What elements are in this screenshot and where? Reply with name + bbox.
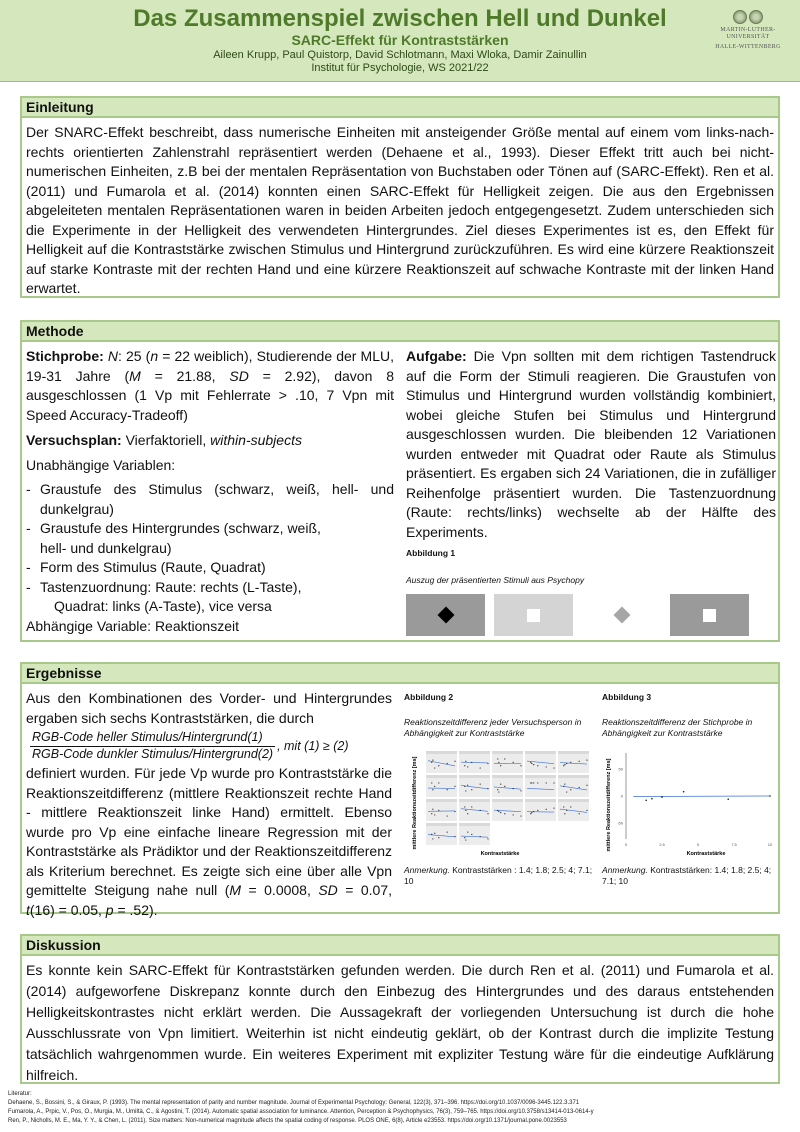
section-heading: Ergebnisse bbox=[22, 664, 778, 684]
data-point bbox=[537, 782, 538, 783]
data-point bbox=[431, 782, 432, 783]
data-point bbox=[546, 809, 547, 810]
facet-strip bbox=[459, 799, 490, 802]
square-icon bbox=[703, 609, 716, 622]
list-item: - Graustufe des Hintergrundes (schwarz, weiß, bbox=[26, 520, 321, 536]
square-icon bbox=[527, 609, 540, 622]
data-point bbox=[537, 765, 538, 766]
data-point bbox=[467, 813, 468, 814]
data-point bbox=[465, 790, 466, 791]
section-einleitung bbox=[20, 96, 780, 298]
stimulus-4 bbox=[670, 594, 749, 636]
data-point bbox=[487, 763, 488, 764]
data-point bbox=[579, 813, 580, 814]
fig2-x-axis-label: Kontraststärke bbox=[480, 851, 520, 857]
data-point bbox=[570, 762, 571, 763]
data-point bbox=[553, 782, 554, 783]
data-point bbox=[504, 813, 505, 814]
data-point bbox=[661, 796, 663, 798]
data-point bbox=[464, 786, 465, 787]
logo-line-1: MARTIN-LUTHER-UNIVERSITÄT bbox=[720, 27, 776, 40]
data-point bbox=[564, 764, 565, 765]
section-methode bbox=[20, 320, 780, 642]
data-point bbox=[530, 813, 531, 814]
ergebnisse-text-column bbox=[26, 689, 392, 920]
facet-strip bbox=[492, 799, 523, 802]
list-item: - Graustufe des Stimulus (schwarz, weiß, hell- und dunkelgrau) bbox=[26, 481, 394, 517]
facet-strip bbox=[459, 751, 490, 754]
list-item: - Form des Stimulus (Raute, Quadrat) bbox=[26, 559, 266, 575]
data-point bbox=[553, 767, 554, 768]
fig3-chart bbox=[602, 747, 777, 859]
data-point bbox=[497, 789, 498, 790]
stats-line: M = 0.0008, SD = 0.07, t(16) = 0.05, p = .52). bbox=[26, 882, 393, 918]
stimulus-row bbox=[406, 594, 776, 636]
data-point bbox=[651, 798, 653, 800]
data-point bbox=[683, 791, 685, 793]
data-point bbox=[570, 806, 571, 807]
facet-strip bbox=[426, 751, 457, 754]
poster-title: Das Zusammenspiel zwischen Hell und Dunkel bbox=[133, 5, 667, 32]
x-tick-label: 10 bbox=[767, 842, 773, 847]
stichprobe-label: Stichprobe: bbox=[26, 348, 104, 364]
facet-strip bbox=[492, 751, 523, 754]
section-heading: Methode bbox=[22, 322, 778, 342]
fig3-label: Abbildung 3 bbox=[602, 692, 652, 702]
facet-strip bbox=[558, 775, 589, 778]
data-point bbox=[464, 837, 465, 838]
uv-list bbox=[26, 480, 394, 617]
y-tick-label: 0 bbox=[620, 793, 623, 799]
y-tick-label: -50 bbox=[617, 820, 623, 826]
facet-panel bbox=[525, 778, 556, 797]
data-point bbox=[537, 810, 538, 811]
regression-line bbox=[633, 796, 770, 797]
facet-strip bbox=[558, 799, 589, 802]
data-point bbox=[431, 813, 432, 814]
data-point bbox=[487, 838, 488, 839]
data-point bbox=[566, 791, 567, 792]
facet-strip bbox=[459, 823, 490, 826]
data-point bbox=[432, 789, 433, 790]
data-point bbox=[464, 806, 465, 807]
data-point bbox=[471, 789, 472, 790]
data-point bbox=[438, 782, 439, 783]
data-point bbox=[465, 761, 466, 762]
data-point bbox=[497, 758, 498, 759]
data-point bbox=[531, 812, 532, 813]
fig3-note: Anmerkung. Kontraststärken: 1.4; 1.8; 2.5; 4; 7.1; 10 bbox=[602, 865, 772, 886]
x-tick-label: 0 bbox=[624, 842, 628, 847]
data-point bbox=[520, 765, 521, 766]
data-point bbox=[566, 763, 567, 764]
facet-panel bbox=[426, 778, 457, 797]
data-point bbox=[530, 782, 531, 783]
data-point bbox=[471, 806, 472, 807]
reference-item: Ren, P., Nicholls, M. E., Ma, Y. Y., & Chen, L. (2011). Size matters: Non-numerical magnitude affects the spatial coding of response. PLOS ONE, 6(8), Article e23553. https://doi.org/10.1371/journal.pone.0023553 bbox=[8, 1118, 567, 1124]
data-point bbox=[438, 837, 439, 838]
facet-panel bbox=[459, 802, 490, 821]
data-point bbox=[564, 813, 565, 814]
stimulus-2 bbox=[494, 594, 573, 636]
data-point bbox=[546, 782, 547, 783]
section-heading: Diskussion bbox=[22, 936, 778, 956]
poster-subtitle: SARC-Effekt für Kontraststärken bbox=[291, 32, 509, 48]
methode-left-column bbox=[26, 347, 394, 636]
fig2-chart bbox=[404, 747, 594, 859]
data-point bbox=[498, 791, 499, 792]
data-point bbox=[500, 783, 501, 784]
data-point bbox=[432, 759, 433, 760]
data-point bbox=[480, 836, 481, 837]
data-point bbox=[434, 833, 435, 834]
diamond-icon bbox=[437, 607, 454, 624]
facet-strip bbox=[426, 799, 457, 802]
facet-strip bbox=[492, 775, 523, 778]
data-point bbox=[513, 762, 514, 763]
facet-strip bbox=[525, 775, 556, 778]
data-point bbox=[447, 831, 448, 832]
data-point bbox=[563, 806, 564, 807]
x-tick-label: 2.5 bbox=[659, 842, 665, 847]
section-diskussion bbox=[20, 934, 780, 1084]
data-point bbox=[504, 786, 505, 787]
stichprobe: Stichprobe: N: 25 (n = 22 weiblich), Studierende der MLU, 19-31 Jahre (M = 21.88, SD = 2.92), davon 8 ausgeschlossen (1 Vp mit Fehlerrate > .10, 7 Vpn mit Speed Accuracy-Tradeoff) bbox=[26, 348, 395, 423]
data-point bbox=[447, 789, 448, 790]
data-point bbox=[454, 786, 455, 787]
fig2-note: Anmerkung. Kontraststärken : 1.4; 1.8; 2.5; 4; 7.1; 10 bbox=[404, 865, 593, 886]
data-point bbox=[546, 766, 547, 767]
data-point bbox=[465, 810, 466, 811]
ergebnisse-text-1: Aus den Kombinationen des Vorder- und Hintergrundes ergaben sich sechs Kontraststärken, die durch bbox=[26, 690, 392, 726]
data-point bbox=[500, 812, 501, 813]
literatur-label: Literatur: bbox=[8, 1091, 32, 1097]
facet-panel bbox=[492, 778, 523, 797]
ergebnisse-text-2: definiert wurden. Für jede Vp wurde pro Kontraststärke die Reaktionszeitdifferenz (mittlere Reaktionszeit rechte Hand - mittlere Reaktionszeit linke Hand) ermittelt. Ebenso wurde pro Vp eine einfache lineare Regression mit der Kontraststärke als Prädiktor und der Reaktionszeitdifferenz als Kriterium berechnet. Es zeigte sich eine über alle Vpn gemittelte Steigung nahe null (M = 0.0008, SD = 0.07, t(16) = 0.05, p = .52). bbox=[26, 765, 393, 918]
facet-strip bbox=[426, 823, 457, 826]
data-point bbox=[480, 810, 481, 811]
data-point bbox=[500, 765, 501, 766]
logo-line-2: HALLE-WITTENBERG bbox=[715, 44, 781, 50]
reference-item: Fumarola, A., Prpic, V., Pos, O., Murgia, M., Umiltà, C., & Agostini, T. (2014). Automatic spatial association for luminance. Attention, Perception & Psychophysics, 76(3), 759–765. https://doi.org/10.3758/s13414-013-0614-y bbox=[8, 1109, 594, 1115]
data-point bbox=[467, 766, 468, 767]
fig3-y-axis-label: mittlere Reaktionszeitdifferenz [ms] bbox=[606, 758, 612, 852]
university-logo bbox=[704, 10, 792, 51]
diskussion-text: Es konnte kein SARC-Effekt für Kontraststärken gefunden werden. Die durch Ren et al. (2011) und Fumarola et al. (2014) aufgeworfene Diskrepanz konnte durch den Einbezug des Hintergrundes und des daraus entstehenden Helligkeitskontrastes nicht erklärt werden. Die Aussagekraft der vorliegenden Untersuchung ist durch die hohe Ausschlussrate von Vpn limitiert. Weiterhin ist nicht eindeutig geklärt, ob der Kontrast durch die implizite Testung tatsächlich wahrgenommen wurde. Ein weiteres Experiment mit expliziter Testung wäre für die eindeutige Aufklärung hilfreich. bbox=[26, 962, 774, 1083]
list-item-continued: Quadrat: links (A-Taste), vice versa bbox=[54, 598, 272, 614]
facet-panel bbox=[558, 778, 589, 797]
fig3-caption: Reaktionszeitdifferenz der Stichprobe in Abhängigkeit zur Kontraststärke bbox=[602, 717, 753, 738]
data-point bbox=[563, 786, 564, 787]
facet-strip bbox=[558, 751, 589, 754]
facet-strip bbox=[525, 751, 556, 754]
fraction-denominator: RGB-Code dunkler Stimulus/Hintergrund(2) bbox=[32, 747, 274, 761]
facet-panel bbox=[459, 778, 490, 797]
methode-right-column bbox=[406, 347, 776, 636]
data-point bbox=[471, 834, 472, 835]
formula bbox=[30, 730, 392, 762]
section-ergebnisse bbox=[20, 662, 780, 918]
data-point bbox=[586, 759, 587, 760]
data-point bbox=[480, 767, 481, 768]
data-point bbox=[434, 814, 435, 815]
data-point bbox=[431, 834, 432, 835]
seal-icon bbox=[704, 10, 792, 24]
data-point bbox=[533, 764, 534, 765]
data-point bbox=[487, 813, 488, 814]
data-point bbox=[586, 785, 587, 786]
data-point bbox=[504, 758, 505, 759]
data-point bbox=[645, 800, 647, 802]
data-point bbox=[497, 810, 498, 811]
uv-label: Unabhängige Variablen: bbox=[26, 456, 176, 473]
fig2-caption: Reaktionszeitdifferenz jeder Versuchsperson in Abhängigkeit zur Kontraststärke bbox=[404, 717, 582, 738]
fraction bbox=[30, 730, 275, 762]
data-point bbox=[438, 810, 439, 811]
figure-3 bbox=[602, 692, 777, 887]
data-point bbox=[533, 811, 534, 812]
data-point bbox=[570, 789, 571, 790]
x-tick-label: 7.5 bbox=[731, 842, 737, 847]
data-point bbox=[431, 762, 432, 763]
data-point bbox=[434, 786, 435, 787]
data-point bbox=[432, 809, 433, 810]
data-point bbox=[531, 763, 532, 764]
data-point bbox=[467, 831, 468, 832]
data-point bbox=[454, 811, 455, 812]
fig1-caption: Auszug der präsentierten Stimuli aus Psychopy bbox=[406, 575, 585, 585]
fig2-y-axis-label: mittlere Reaktionszeitdifferenz [ms] bbox=[412, 756, 418, 850]
facet-strip bbox=[426, 775, 457, 778]
diamond-icon bbox=[613, 607, 630, 624]
list-item: - Tastenzuordnung: Raute: rechts (L-Taste), bbox=[26, 578, 302, 595]
y-tick-label: 50 bbox=[618, 766, 623, 772]
fraction-condition: , mit (1) ≥ (2) bbox=[277, 739, 349, 753]
data-point bbox=[487, 788, 488, 789]
fraction-numerator: RGB-Code heller Stimulus/Hintergrund(1) bbox=[30, 730, 275, 747]
data-point bbox=[531, 782, 532, 783]
stimulus-1 bbox=[406, 594, 485, 636]
x-tick-label: 5 bbox=[696, 842, 700, 847]
data-point bbox=[447, 763, 448, 764]
institute: Institut für Psychologie, WS 2021/22 bbox=[311, 62, 489, 74]
versuchsplan: Versuchsplan: Vierfaktoriell, within-subjects bbox=[26, 432, 302, 448]
data-point bbox=[727, 798, 729, 800]
data-point bbox=[563, 765, 564, 766]
data-point bbox=[471, 762, 472, 763]
data-point bbox=[533, 782, 534, 783]
figure-2 bbox=[404, 692, 594, 887]
facet-panel bbox=[558, 802, 589, 821]
data-point bbox=[520, 790, 521, 791]
fig1-label: Abbildung 1 bbox=[406, 548, 456, 558]
section-heading: Einleitung bbox=[22, 98, 778, 118]
av-text: Abhängige Variable: Reaktionszeit bbox=[26, 617, 239, 634]
data-point bbox=[454, 836, 455, 837]
fig3-x-axis-label: Kontraststärke bbox=[686, 851, 726, 857]
data-point bbox=[480, 783, 481, 784]
data-point bbox=[553, 807, 554, 808]
data-point bbox=[586, 810, 587, 811]
facet-panel bbox=[459, 754, 490, 773]
data-point bbox=[513, 814, 514, 815]
list-item-continued: hell- und dunkelgrau) bbox=[40, 539, 172, 556]
data-point bbox=[465, 839, 466, 840]
data-point bbox=[498, 811, 499, 812]
facet-strip bbox=[459, 775, 490, 778]
data-point bbox=[564, 783, 565, 784]
facet-panel bbox=[459, 826, 490, 845]
data-point bbox=[520, 815, 521, 816]
data-point bbox=[579, 761, 580, 762]
data-point bbox=[579, 787, 580, 788]
data-point bbox=[434, 767, 435, 768]
data-point bbox=[464, 765, 465, 766]
data-point bbox=[438, 765, 439, 766]
data-point bbox=[454, 761, 455, 762]
data-point bbox=[432, 838, 433, 839]
data-point bbox=[467, 785, 468, 786]
fig2-label: Abbildung 2 bbox=[404, 692, 454, 702]
data-point bbox=[513, 788, 514, 789]
data-point bbox=[447, 815, 448, 816]
data-point bbox=[498, 762, 499, 763]
data-point bbox=[769, 795, 771, 797]
stimulus-3 bbox=[582, 594, 661, 636]
aufgabe: Aufgabe: Die Vpn sollten mit dem richtigen Tastendruck auf die Form der Stimuli reagieren. Die Graustufen von Stimulus und Hintergrund wurden vollständig kombiniert, wobei gleiche Stufen bei Stimulus und Hintergrund ausgeschlossen wurden. Die bleibenden 12 Variationen wurden entweder mit Quadrat oder Raute als Stimulus präsentiert. Es ergaben sich 24 Variationen, die in zufälliger Reihenfolge präsentiert wurden. Die Tastenzuordnung (Raute: rechts/links) wechselte ab der Hälfte des Experiments. bbox=[406, 348, 776, 540]
authors: Aileen Krupp, Paul Quistorp, David Schlotmann, Maxi Wloka, Damir Zainullin bbox=[213, 49, 587, 61]
poster-header bbox=[0, 0, 800, 82]
einleitung-text: Der SNARC-Effekt beschreibt, dass numerische Einheiten mit ansteigender Größe mental auf einem vom links-nach-rechts orientierten Zahlenstrahl repräsentiert werden (Dehaene et al., 1993). Dieser Effekt tritt auch bei nicht-numerischen Einheiten, z.B bei der mentalen Repräsentation von Buchstaben oder Tönen auf (SARC-Effekt). Ren et al. (2011) und Fumarola et al. (2014) konnten einen SARC-Effekt für Helligkeit zeigen. Die aus den Ergebnissen abgeleiteten mentalen Repräsentationen waren in beiden Arbeiten jedoch entgegengesetzt. Zudem unterschieden sich die Experimente in der Helligkeit des verwendeten Hintergrundes. Ziel dieses Experimentes ist es, den Effekt für Helligkeit auf die Kontraststärke zwischen Stimulus und Hintergrund zurückzuführen. Es wird eine kürzere Reaktionszeit auf starke Kontraste mit der rechten Hand und eine kürzere Reaktionszeit auf schwache Kontraste mit der linken Hand erwartet. bbox=[26, 124, 774, 296]
facet-strip bbox=[525, 799, 556, 802]
reference-item: Dehaene, S., Bossini, S., & Giraux, P. (1993). The mental representation of parity and number magnitude. Journal of Experimental Psychology: General, 122(3), 371–396. https://doi.org/10.1037/0096-3445.122.3.371 bbox=[8, 1100, 580, 1106]
data-point bbox=[566, 810, 567, 811]
data-point bbox=[530, 762, 531, 763]
